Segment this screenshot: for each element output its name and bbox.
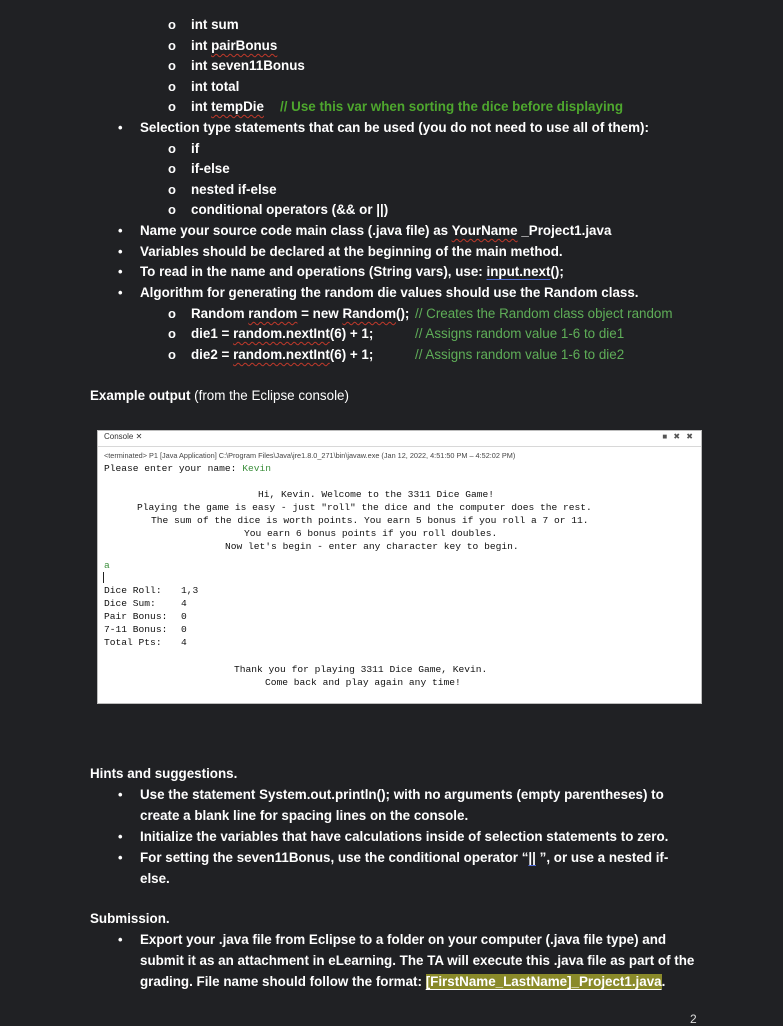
result-value: 0	[181, 624, 187, 635]
var-item: int pairBonus	[191, 38, 278, 53]
circle-bullet: o	[168, 161, 176, 176]
circle-bullet: o	[168, 347, 176, 362]
code-comment: // Use this var when sorting the dice before displaying	[280, 99, 624, 114]
example-heading: Example output (from the Eclipse console)	[90, 388, 349, 403]
welcome-line: You earn 6 bonus points if you roll doubles.	[244, 528, 498, 539]
hint-line: create a blank line for spacing lines on the console.	[140, 808, 469, 823]
code-comment: // Creates the Random class object random	[415, 306, 673, 321]
code-line: die2 = random.nextInt(6) + 1;	[191, 347, 374, 362]
var-item: int sum	[191, 17, 239, 32]
welcome-line: Now let's begin - enter any character key to begin.	[225, 541, 519, 552]
selection-item: if	[191, 141, 200, 156]
filename-format: [FirstName_LastName]_Project1.java	[425, 974, 662, 989]
bullet: •	[118, 829, 123, 844]
circle-bullet: o	[168, 99, 176, 114]
console-tab-title: Console ✕	[104, 432, 143, 441]
welcome-line: The sum of the dice is worth points. You earn 5 bonus if you roll a 7 or 11.	[151, 515, 589, 526]
selection-bullet: Selection type statements that can be used (you do not need to use all of them):	[140, 120, 649, 135]
goodbye-line: Come back and play again any time!	[265, 677, 461, 688]
hint-line: For setting the seven11Bonus, use the conditional operator “|| ”, or use a nested if-	[140, 850, 669, 865]
result-label: Total Pts:	[104, 637, 162, 648]
selection-item: if-else	[191, 161, 230, 176]
random-bullet: Algorithm for generating the random die values should use the Random class.	[140, 285, 639, 300]
hints-heading: Hints and suggestions.	[90, 766, 238, 781]
text-cursor	[103, 572, 104, 583]
console-toolbar-icons[interactable]: ■ ✖ ✖	[662, 432, 695, 441]
circle-bullet: o	[168, 38, 176, 53]
submission-heading: Submission.	[90, 911, 170, 926]
result-value: 4	[181, 598, 187, 609]
read-bullet: To read in the name and operations (String vars), use: input.next();	[140, 264, 564, 279]
bullet: •	[118, 285, 123, 300]
terminated-line: <terminated> P1 [Java Application] C:\Program Files\Java\jre1.8.0_271\bin\javaw.exe (Jan 12, 2022, 4:51:50 PM – 4:52:02 PM)	[104, 451, 516, 460]
key-input: a	[104, 560, 110, 571]
goodbye-line: Thank you for playing 3311 Dice Game, Kevin.	[234, 664, 488, 675]
page-number: 2	[690, 1012, 697, 1026]
circle-bullet: o	[168, 326, 176, 341]
code-line: Random random = new Random();	[191, 306, 410, 321]
result-value: 0	[181, 611, 187, 622]
var-item: int total	[191, 79, 240, 94]
circle-bullet: o	[168, 182, 176, 197]
result-label: 7-11 Bonus:	[104, 624, 168, 635]
var-item: int tempDie	[191, 99, 264, 114]
hint-line: else.	[140, 871, 170, 886]
prompt-line: Please enter your name: Kevin	[104, 463, 271, 474]
circle-bullet: o	[168, 79, 176, 94]
bullet: •	[118, 932, 123, 947]
bullet: •	[118, 244, 123, 259]
circle-bullet: o	[168, 58, 176, 73]
bullet: •	[118, 223, 123, 238]
circle-bullet: o	[168, 141, 176, 156]
welcome-line: Hi, Kevin. Welcome to the 3311 Dice Game!	[258, 489, 495, 500]
result-label: Dice Roll:	[104, 585, 162, 596]
circle-bullet: o	[168, 306, 176, 321]
result-value: 1,3	[181, 585, 199, 596]
name-bullet: Name your source code main class (.java file) as YourName _Project1.java	[140, 223, 612, 238]
submission-line: grading. File name should follow the format: [FirstName_LastName]_Project1.java.	[140, 974, 666, 989]
bullet: •	[118, 264, 123, 279]
circle-bullet: o	[168, 17, 176, 32]
selection-item: conditional operators (&& or ||)	[191, 202, 389, 217]
hint-line: Use the statement System.out.println(); with no arguments (empty parentheses) to	[140, 787, 664, 802]
circle-bullet: o	[168, 202, 176, 217]
hint-line: Initialize the variables that have calculations inside of selection statements to zero.	[140, 829, 669, 844]
selection-item: nested if-else	[191, 182, 277, 197]
code-comment: // Assigns random value 1-6 to die2	[415, 347, 625, 362]
bullet: •	[118, 120, 123, 135]
code-line: die1 = random.nextInt(6) + 1;	[191, 326, 374, 341]
bullet: •	[118, 787, 123, 802]
submission-line: submit it as an attachment in eLearning. The TA will execute this .java file as part of the	[140, 953, 695, 968]
bullet: •	[118, 850, 123, 865]
submission-line: Export your .java file from Eclipse to a folder on your computer (.java file type) and	[140, 932, 667, 947]
vars-bullet: Variables should be declared at the beginning of the main method.	[140, 244, 563, 259]
result-label: Dice Sum:	[104, 598, 156, 609]
welcome-line: Playing the game is easy - just "roll" the dice and the computer does the rest.	[137, 502, 592, 513]
result-label: Pair Bonus:	[104, 611, 168, 622]
code-comment: // Assigns random value 1-6 to die1	[415, 326, 625, 341]
var-item: int seven11Bonus	[191, 58, 305, 73]
result-value: 4	[181, 637, 187, 648]
console-tab[interactable]	[98, 431, 701, 447]
